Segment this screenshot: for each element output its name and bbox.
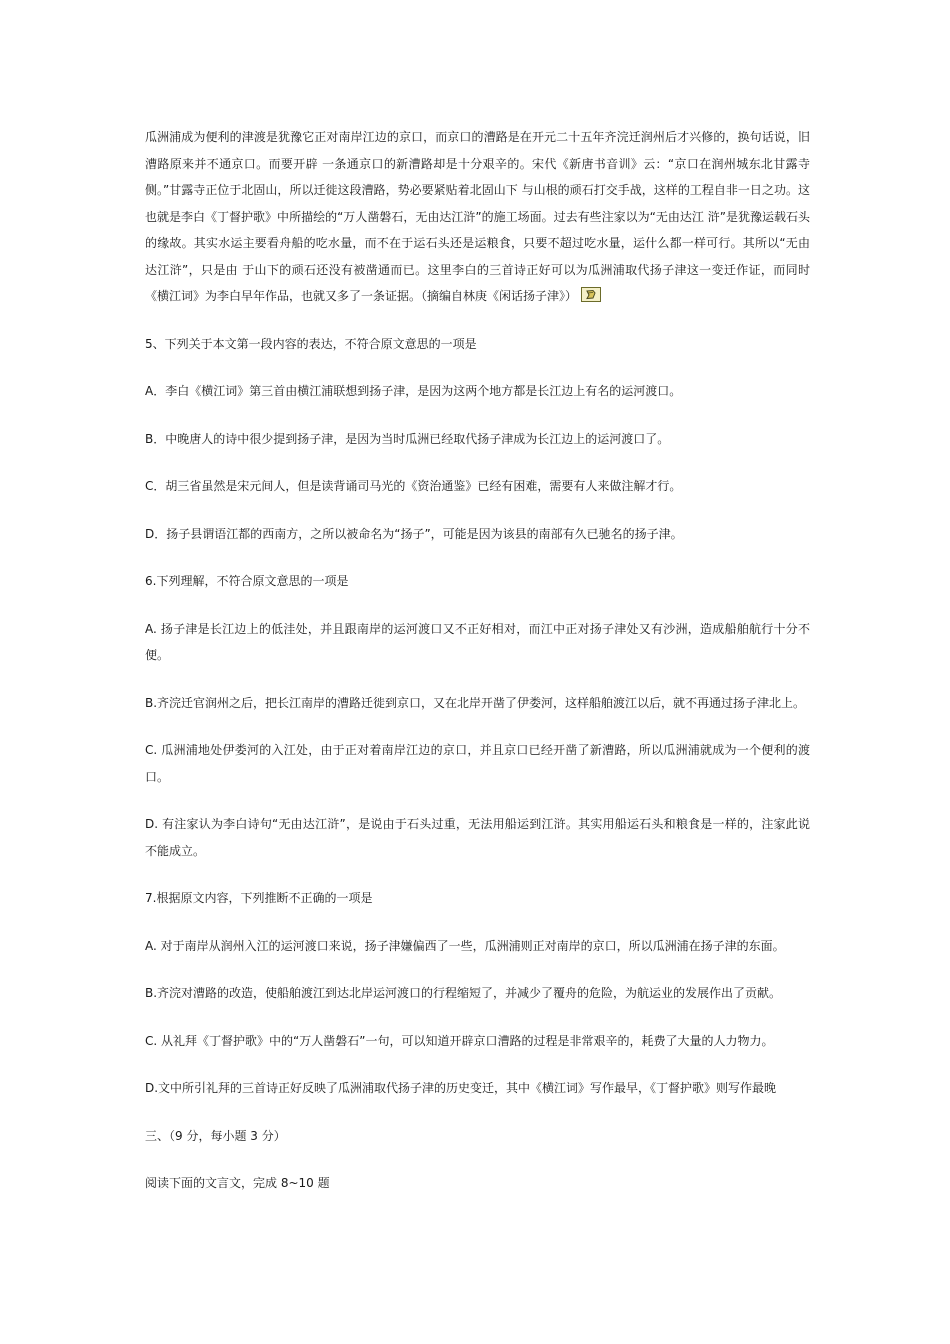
question-7-option-a: A. 对于南岸从润州入江的运河渡口来说，扬子津嫌偏西了一些，瓜洲浦则正对南岸的京口，所以瓜洲浦在扬子津的东面。 bbox=[145, 938, 785, 953]
question-5-stem: 5、下列关于本文第一段内容的表达，不符合原文意思的一项是 bbox=[145, 336, 477, 351]
passage-paragraph bbox=[145, 124, 810, 310]
question-6-option-d: D. 有注家认为李白诗句“无由达江浒”，是说由于石头过重，无法用船运到江浒。其实用船运石头和粮食是一样的，注家此说不能成立。 bbox=[145, 817, 810, 858]
question-6-option-a: A. 扬子津是长江边上的低洼处，并且跟南岸的运河渡口又不正好相对，而江中正对扬子津处又有沙洲，造成船舶航行十分不便。 bbox=[145, 621, 810, 662]
section-3-heading: 三、（9 分，每小题 3 分） bbox=[145, 1128, 286, 1143]
question-7-option-d: D.文中所引礼拜的三首诗正好反映了瓜洲浦取代扬子津的历史变迁，其中《横江词》写作最早，《丁督护歌》则写作最晚 bbox=[145, 1081, 777, 1095]
question-6-stem: 6.下列理解，不符合原文意思的一项是 bbox=[145, 574, 349, 588]
question-5-option-d: D．扬子县谓语江都的西南方，之所以被命名为“扬子”，可能是因为该县的南部有久已驰名的扬子津。 bbox=[145, 526, 683, 541]
question-5-option-b: B．中晚唐人的诗中很少提到扬子津，是因为当时瓜洲已经取代扬子津成为长江边上的运河渡口了。 bbox=[145, 431, 670, 446]
scroll-icon bbox=[581, 287, 601, 302]
document-page bbox=[145, 124, 810, 1197]
question-6-option-b: B.齐浣迁官润州之后，把长江南岸的漕路迁徙到京口，又在北岸开凿了伊娄河，这样船舶渡江以后，就不再通过扬子津北上。 bbox=[145, 695, 806, 710]
question-6-option-c: C. 瓜洲浦地处伊娄河的入江处，由于正对着南岸江边的京口，并且京口已经开凿了新漕路，所以瓜洲浦就成为一个便利的渡口。 bbox=[145, 743, 810, 784]
section-3-instruction: 阅读下面的文言文，完成 8~10 题 bbox=[145, 1176, 330, 1190]
question-5-option-c: C．胡三省虽然是宋元间人，但是读背诵司马光的《资治通鉴》已经有困难，需要有人来做注解才行。 bbox=[145, 479, 682, 493]
passage-text: 瓜洲浦成为便利的津渡是犹豫它正对南岸江边的京口，而京口的漕路是在开元二十五年齐浣迁润州后才兴修的，换句话说，旧漕路原来并不通京口。而要开辟 一条通京口的新漕路却是十分艰辛的。宋代《新唐书音训》云：“京口在润州城东北甘露寺侧。”甘露寺正位于北固山，所以迁徙这段漕路，势必要紧贴着北固山下 与山根的顽石打交手战，这样的工程自非一日之功。这也就是李白《丁督护歌》中所描绘的“万人凿磐石，无由达江浒”的施工场面。过去有些注家以为“无由达江 浒”是犹豫运载石头的缘故。其实水运主要看舟船的吃水量，而不在于运石头还是运粮食，只要不超过吃水量，运什么都一样可行。其所以“无由达江浒”，只是由 于山下的顽石还没有被凿通而已。这里李白的三首诗正好可以为瓜洲浦取代扬子津这一变迁作证，而同时《横江词》为李白早年作品，也就又多了一条证据。（摘编自林庚《闲话扬子津》） bbox=[145, 130, 810, 303]
question-7-option-b: B.齐浣对漕路的改造，使船舶渡江到达北岸运河渡口的行程缩短了，并减少了覆舟的危险，为航运业的发展作出了贡献。 bbox=[145, 986, 782, 1000]
question-5-option-a: A．李白《横江词》第三首由横江浦联想到扬子津，是因为这两个地方都是长江边上有名的运河渡口。 bbox=[145, 384, 682, 398]
question-7-stem: 7.根据原文内容，下列推断不正确的一项是 bbox=[145, 891, 373, 905]
question-7-option-c: C. 从礼拜《丁督护歌》中的“万人凿磐石”一句，可以知道开辟京口漕路的过程是非常艰辛的，耗费了大量的人力物力。 bbox=[145, 1033, 774, 1048]
